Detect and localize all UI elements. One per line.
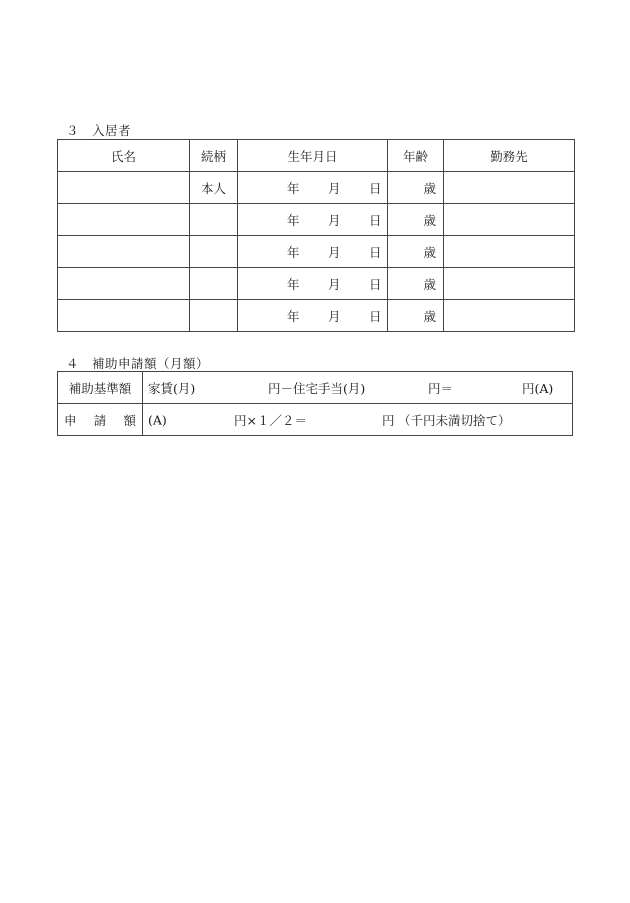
table-row	[58, 236, 575, 268]
label-char: 申	[64, 412, 77, 428]
relation-cell[interactable]	[190, 236, 238, 268]
name-cell[interactable]	[58, 172, 190, 204]
table-row	[58, 268, 575, 300]
dob-month-label: 月	[328, 212, 341, 228]
relation-cell[interactable]	[190, 268, 238, 300]
age-cell[interactable]: 歳	[388, 300, 444, 332]
workplace-cell[interactable]	[444, 268, 575, 300]
application-amount-label	[58, 404, 143, 436]
header-workplace: 勤務先	[444, 140, 575, 172]
dob-day-label: 日	[369, 276, 382, 292]
subsidy-base-label: 補助基準額	[58, 372, 143, 404]
equals-label: 円＝	[428, 380, 454, 396]
age-cell[interactable]: 歳	[388, 268, 444, 300]
residents-header-row	[58, 140, 575, 172]
dob-cell[interactable]	[238, 300, 388, 332]
dob-day-label: 日	[369, 180, 382, 196]
yen-label: 円	[382, 412, 395, 428]
workplace-cell[interactable]	[444, 300, 575, 332]
subsidy-table	[57, 371, 573, 436]
name-cell[interactable]	[58, 268, 190, 300]
section-4-title: ４ 補助申請額（月額）	[66, 356, 210, 371]
name-cell[interactable]	[58, 300, 190, 332]
dob-cell[interactable]	[238, 172, 388, 204]
workplace-cell[interactable]	[444, 172, 575, 204]
dob-year-label: 年	[287, 276, 300, 292]
dob-year-label: 年	[287, 308, 300, 324]
relation-cell[interactable]	[190, 300, 238, 332]
workplace-cell[interactable]	[444, 204, 575, 236]
header-relation: 続柄	[190, 140, 238, 172]
yen-a-label: 円(A)	[522, 380, 554, 396]
dob-month-label: 月	[328, 308, 341, 324]
label-char: 請	[93, 412, 107, 428]
table-row	[58, 300, 575, 332]
a-label: (A)	[148, 412, 167, 427]
application-amount-value-cell[interactable]	[143, 404, 573, 436]
relation-cell[interactable]: 本人	[190, 172, 238, 204]
dob-year-label: 年	[287, 180, 300, 196]
dob-cell[interactable]	[238, 268, 388, 300]
table-row	[58, 204, 575, 236]
header-age: 年齢	[388, 140, 444, 172]
dob-month-label: 月	[328, 276, 341, 292]
subsidy-base-value-cell[interactable]	[143, 372, 573, 404]
age-cell[interactable]: 歳	[388, 204, 444, 236]
name-cell[interactable]	[58, 236, 190, 268]
residents-table	[57, 139, 575, 332]
dob-month-label: 月	[328, 244, 341, 260]
table-row	[58, 172, 575, 204]
header-name: 氏名	[58, 140, 190, 172]
dob-year-label: 年	[287, 244, 300, 260]
dob-cell[interactable]	[238, 236, 388, 268]
dob-year-label: 年	[287, 212, 300, 228]
rent-label: 家賃(月)	[148, 380, 196, 396]
age-cell[interactable]: 歳	[388, 172, 444, 204]
age-cell[interactable]: 歳	[388, 236, 444, 268]
minus-allowance-label: 円－住宅手当(月)	[268, 380, 366, 396]
application-amount-row	[58, 404, 573, 436]
dob-day-label: 日	[369, 308, 382, 324]
times-half-label: 円×１／２＝	[234, 412, 307, 428]
rounding-note: （千円未満切捨て）	[398, 412, 511, 428]
relation-cell[interactable]	[190, 204, 238, 236]
name-cell[interactable]	[58, 204, 190, 236]
workplace-cell[interactable]	[444, 236, 575, 268]
header-dob: 生年月日	[238, 140, 388, 172]
section-3-title: ３ 入居者	[66, 123, 132, 138]
subsidy-base-row	[58, 372, 573, 404]
dob-month-label: 月	[328, 180, 341, 196]
dob-day-label: 日	[369, 244, 382, 260]
dob-cell[interactable]	[238, 204, 388, 236]
dob-day-label: 日	[369, 212, 382, 228]
label-char: 額	[123, 412, 136, 428]
